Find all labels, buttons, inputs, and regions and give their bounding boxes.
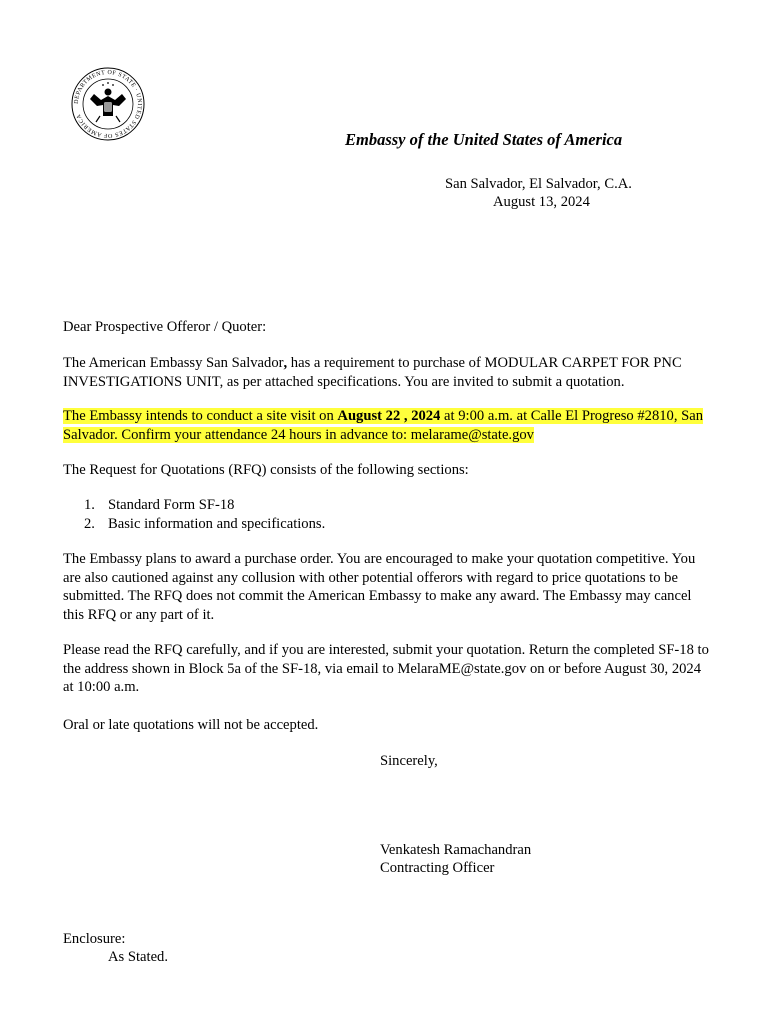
list-item: 2. Basic information and specifications.: [84, 515, 326, 532]
award-paragraph: The Embassy plans to award a purchase order. You are encouraged to make your quotation competitive. You are also cautioned against any collusion with other potential offerors with regard to price quotations to be submitted. The RFQ does not commit the American Embassy to make any award. The Embassy may cancel this RFQ or any part of it.: [63, 551, 696, 623]
signer-role: Contracting Officer: [380, 860, 495, 876]
signer-name: Venkatesh Ramachandran: [380, 842, 532, 858]
intro-part1: The American Embassy San Salvador: [63, 355, 284, 371]
intro-comma: ,: [283, 355, 288, 371]
intro-part2: has a requirement to purchase of MODULAR CARPET FOR PNC INVESTIGATIONS UNIT, as per attached specifications. You are invited to submit a quotation.: [63, 355, 682, 390]
department-of-state-seal: [70, 66, 146, 142]
rfq-sections-list: [84, 496, 325, 533]
site-visit-paragraph: [63, 407, 713, 444]
instructions-paragraph: Please read the RFQ carefully, and if you are interested, submit your quotation. Return the completed SF-18 to the address shown in Block 5a of the SF-18, via email to MelaraME@state.gov on or before August 30, 2024 at 10:00 a.m.: [63, 642, 709, 695]
site-visit-date: August 22 , 2024: [337, 408, 441, 424]
letter-date: August 13, 2024: [493, 194, 590, 210]
salutation: Dear Prospective Offeror / Quoter:: [63, 319, 267, 335]
svg-text:DEPARTMENT OF STATE · UNITED S: DEPARTMENT OF STATE · UNITED STATES OF AMERICA: [73, 69, 143, 139]
rfq-intro: The Request for Quotations (RFQ) consists of the following sections:: [63, 462, 469, 478]
intro-paragraph: [63, 354, 713, 391]
embassy-title: Embassy of the United States of America: [345, 130, 623, 149]
enclosure-label: Enclosure:: [63, 931, 126, 947]
site-visit-part2: at 9:00 a.m. at Calle El Progreso #2810, San Salvador. Confirm your attendance 24 hours in advance to: melarame@state.gov: [63, 408, 704, 443]
valediction: Sincerely,: [380, 753, 438, 769]
late-notice: Oral or late quotations will not be accepted.: [63, 717, 319, 733]
letter-place: San Salvador, El Salvador, C.A.: [445, 176, 632, 192]
site-visit-part1: The Embassy intends to conduct a site visit on: [63, 408, 338, 424]
list-item: 1. Standard Form SF-18: [84, 497, 235, 513]
enclosure-value: As Stated.: [108, 949, 168, 965]
